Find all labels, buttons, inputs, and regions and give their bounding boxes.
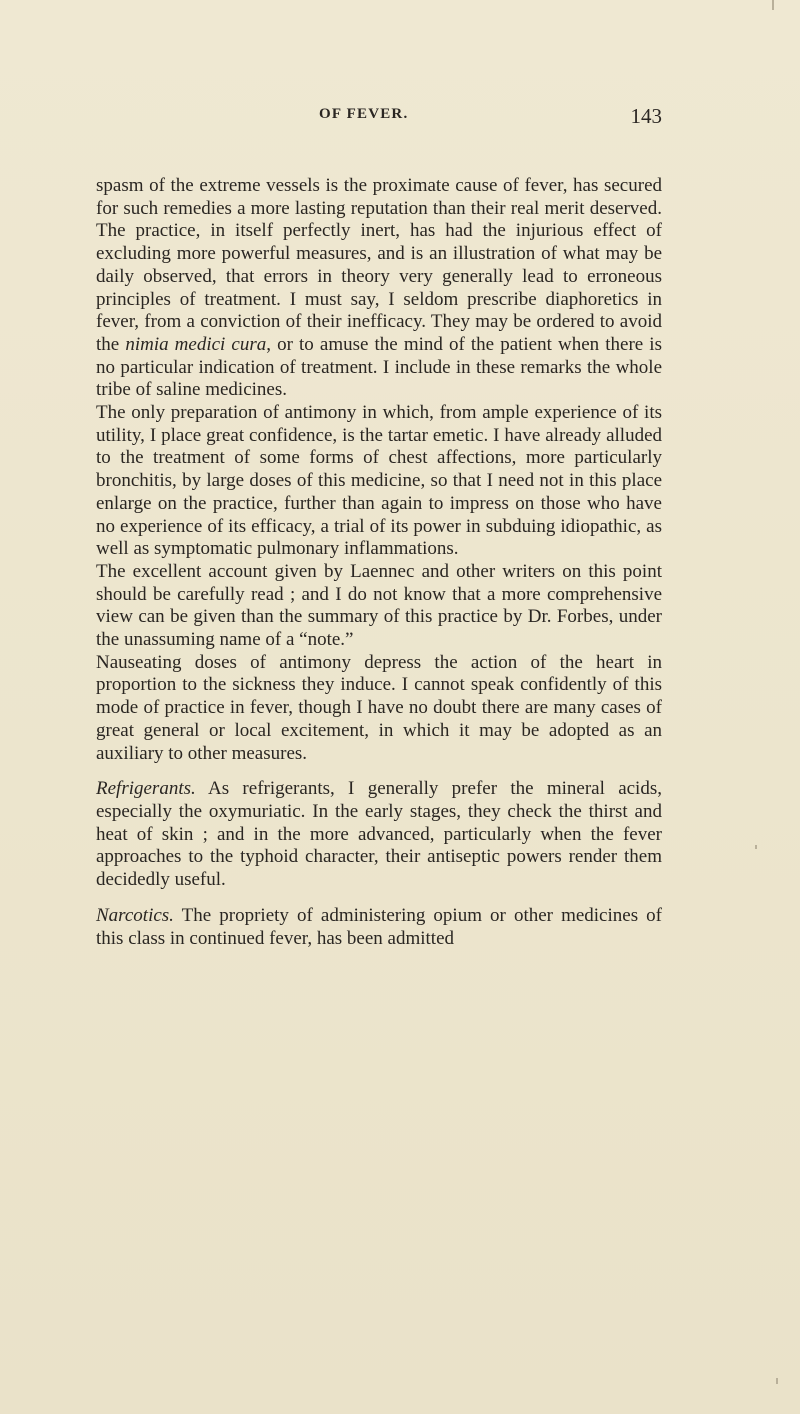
paper-speck xyxy=(755,845,757,849)
page-number: 143 xyxy=(630,104,662,128)
paragraph-text: , or to amuse the mind of the patient when there is no particular indication of treatment. I include in these remarks the whole tribe of saline medicines. xyxy=(96,333,662,401)
latin-phrase: nimia medici cura xyxy=(125,333,267,355)
section-lead-refrigerants: Refrigerants. xyxy=(96,778,196,800)
paragraph-narcotics xyxy=(96,905,662,950)
body-text xyxy=(96,175,662,950)
paragraph-text: As refrigerants, I generally prefer the mineral acids, especially the oxymuriatic. In the early stages, they check the thirst and heat of skin ; and in the more advanced, particularly when the fever approaches to the typhoid character, their antiseptic powers render them decidedly useful. xyxy=(96,778,662,891)
paragraph-diaphoretics xyxy=(96,175,662,402)
paper-speck xyxy=(772,0,774,10)
running-head: OF FEVER. xyxy=(319,106,409,122)
page-header xyxy=(96,104,662,130)
paragraph-text: spasm of the extreme vessels is the proximate cause of fever, has secured for such remedies a more lasting reputation than their real merit deserved. The practice, in itself perfectly inert, has had the injurious effect of excluding more powerful measures, and is an illustration of what may be daily observed, that errors in theory very generally lead to erroneous principles of treatment. I must say, I seldom prescribe diaphoretics in fever, from a conviction of their inefficacy. They may be ordered to avoid the xyxy=(96,175,662,355)
paragraph-laennec: The excellent account given by Laennec and other writers on this point should be carefully read ; and I do not know that a more comprehensive view can be given than the summary of this practice by Dr. Forbes, under the unassuming name of a “note.” xyxy=(96,560,662,651)
paragraph-antimony: The only preparation of antimony in which, from ample experience of its utility, I place great confidence, is the tartar emetic. I have already alluded to the treatment of some forms of chest affections, more particularly bronchitis, by large doses of this medicine, so that I need not in this place enlarge on the practice, further than again to impress on those who have no experience of its efficacy, a trial of its power in subduing idiopathic, as well as symptomatic pulmonary inflammations. xyxy=(96,402,662,560)
paragraph-nauseating-doses: Nauseating doses of antimony depress the action of the heart in proportion to the sickness they induce. I cannot speak confidently of this mode of practice in fever, though I have no doubt there are many cases of great general or local excitement, in which it may be adopted as an auxiliary to other measures. xyxy=(96,651,662,764)
paper-speck xyxy=(776,1378,778,1384)
paragraph-text: The propriety of administering opium or other medicines of this class in continued fever, has been admitted xyxy=(96,904,662,949)
paragraph-refrigerants xyxy=(96,778,662,892)
section-lead-narcotics: Narcotics. xyxy=(96,904,174,926)
